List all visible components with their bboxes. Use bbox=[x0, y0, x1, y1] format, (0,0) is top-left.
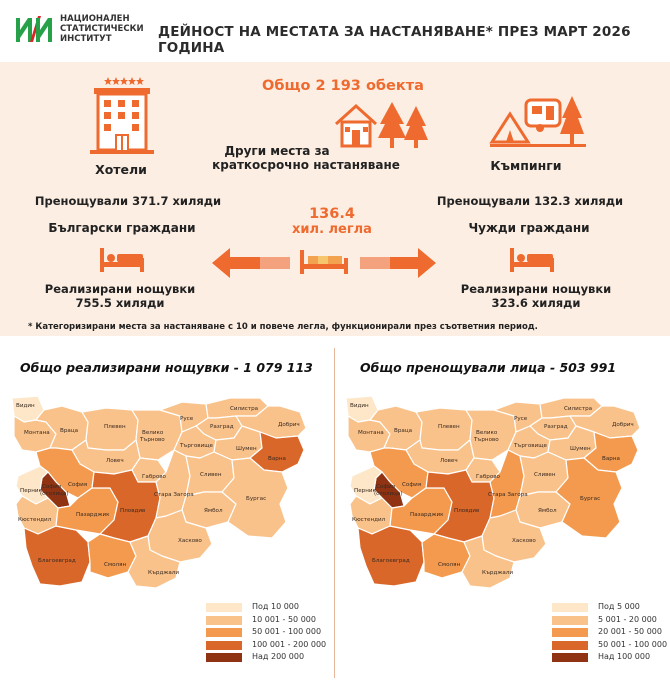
legend-swatch bbox=[206, 616, 242, 625]
label-lovech: Ловеч bbox=[440, 458, 458, 464]
label-kardzhali: Кърджали bbox=[482, 570, 514, 576]
beds-value: 136.4 bbox=[309, 206, 355, 222]
campings-overnight: Пренощували 132.3 хиляди bbox=[436, 194, 624, 208]
label-vidin: Видин bbox=[350, 403, 369, 409]
label-silistra: Силистра bbox=[564, 406, 593, 412]
arrow-left-icon bbox=[212, 246, 290, 280]
legend-swatch bbox=[552, 628, 588, 637]
region-blagoevgrad bbox=[358, 526, 424, 586]
label-pernik: Перник bbox=[354, 488, 376, 494]
label-sofia: София bbox=[68, 482, 88, 488]
camping-icon bbox=[488, 92, 588, 150]
legend-swatch bbox=[206, 628, 242, 637]
label-pleven: Плевен bbox=[438, 424, 460, 430]
other-places-label-1: Други места за bbox=[224, 144, 330, 158]
label-razgrad: Разград bbox=[210, 424, 234, 430]
label-smolyan: Смолян bbox=[438, 562, 461, 568]
label-sofia: София bbox=[402, 482, 422, 488]
map-persons bbox=[344, 392, 644, 597]
foreign-nights-value: 323.6 хиляди bbox=[491, 296, 581, 310]
label-targovishte: Търговище bbox=[514, 443, 547, 449]
label-shumen: Шумен bbox=[570, 446, 591, 452]
label-kyustendil: Кюстендил bbox=[352, 517, 386, 523]
region-blagoevgrad bbox=[24, 526, 90, 586]
label-burgas: Бургас bbox=[580, 496, 601, 502]
bed-icon-foreign bbox=[508, 244, 556, 274]
label-ruse: Русе bbox=[514, 416, 528, 422]
label-sliven: Сливен bbox=[534, 472, 556, 478]
label-gabrovo: Габрово bbox=[476, 474, 500, 480]
page-title: ДЕЙНОСТ НА МЕСТАТА ЗА НАСТАНЯВАНЕ* ПРЕЗ МАРТ 2026 ГОДИНА bbox=[158, 24, 631, 56]
bulgarian-nights-value: 755.5 хиляди bbox=[75, 296, 165, 310]
label-vidin: Видин bbox=[16, 403, 35, 409]
label-vt-1: Велико bbox=[142, 430, 164, 436]
label-gabrovo: Габрово bbox=[142, 474, 166, 480]
map-nights bbox=[10, 392, 310, 597]
label-pernik: Перник bbox=[20, 488, 42, 494]
bulgarian-nights-label: Реализирани нощувки bbox=[44, 282, 196, 296]
label-sofia-city-2: (столица) bbox=[374, 491, 403, 497]
map-right-title: Общо пренощували лица - 503 991 bbox=[360, 360, 617, 375]
vertical-divider bbox=[334, 348, 335, 678]
legend-swatch bbox=[552, 653, 588, 662]
nsi-logo-icon bbox=[14, 12, 54, 46]
label-haskovo: Хасково bbox=[178, 538, 202, 544]
label-blagoevgrad: Благоевград bbox=[372, 558, 410, 564]
label-dobrich: Добрич bbox=[278, 422, 300, 428]
label-stara-zagora: Стара Загора bbox=[488, 492, 528, 498]
hotel-icon bbox=[86, 74, 158, 156]
header bbox=[0, 0, 670, 62]
legend-swatch bbox=[206, 603, 242, 612]
label-montana: Монтана bbox=[358, 430, 384, 436]
bed-icon-center bbox=[298, 246, 350, 276]
institute-name: НАЦИОНАЛЕН СТАТИСТИЧЕСКИ ИНСТИТУТ bbox=[60, 14, 144, 44]
label-sliven: Сливен bbox=[200, 472, 222, 478]
label-burgas: Бургас bbox=[246, 496, 267, 502]
label-pazardzhik: Пазарджик bbox=[410, 512, 444, 518]
label-vt-2: Търново bbox=[140, 437, 165, 443]
legend-swatch bbox=[206, 641, 242, 650]
hotels-label: Хотели bbox=[95, 162, 147, 177]
arrow-right-icon bbox=[360, 246, 436, 280]
label-montana: Монтана bbox=[24, 430, 50, 436]
label-yambol: Ямбол bbox=[538, 508, 557, 514]
label-targovishte: Търговище bbox=[180, 443, 213, 449]
label-plovdiv: Пловдив bbox=[120, 508, 146, 514]
label-lovech: Ловеч bbox=[106, 458, 124, 464]
label-smolyan: Смолян bbox=[104, 562, 127, 568]
footnote: * Категоризирани места за настаняване с 10 и повече легла, функционирали през съответния период. bbox=[28, 322, 538, 332]
legend-swatch bbox=[552, 641, 588, 650]
legend-swatch bbox=[206, 653, 242, 662]
legend-swatch bbox=[552, 616, 588, 625]
hotels-overnight: Пренощували 371.7 хиляди bbox=[34, 194, 222, 208]
label-dobrich: Добрич bbox=[612, 422, 634, 428]
label-shumen: Шумен bbox=[236, 446, 257, 452]
label-pleven: Плевен bbox=[104, 424, 126, 430]
beds-unit: хил. легла bbox=[292, 222, 372, 237]
label-blagoevgrad: Благоевград bbox=[38, 558, 76, 564]
label-plovdiv: Пловдив bbox=[454, 508, 480, 514]
legend-swatch bbox=[552, 603, 588, 612]
label-sofia-city-1: София bbox=[376, 484, 396, 490]
label-vt-2: Търново bbox=[474, 437, 499, 443]
label-kardzhali: Кърджали bbox=[148, 570, 180, 576]
label-pazardzhik: Пазарджик bbox=[76, 512, 110, 518]
label-sofia-city-1: София bbox=[42, 484, 62, 490]
label-stara-zagora: Стара Загора bbox=[154, 492, 194, 498]
label-sofia-city-2: (столица) bbox=[40, 491, 69, 497]
bed-icon-bulgarian bbox=[98, 244, 146, 274]
label-haskovo: Хасково bbox=[512, 538, 536, 544]
label-silistra: Силистра bbox=[230, 406, 259, 412]
label-razgrad: Разград bbox=[544, 424, 568, 430]
foreign-nights-label: Реализирани нощувки bbox=[460, 282, 612, 296]
label-yambol: Ямбол bbox=[204, 508, 223, 514]
house-trees-icon bbox=[334, 100, 430, 150]
label-varna: Варна bbox=[268, 456, 286, 462]
label-vt-1: Велико bbox=[476, 430, 498, 436]
label-vratsa: Враца bbox=[60, 428, 79, 434]
label-vratsa: Враца bbox=[394, 428, 413, 434]
map-left-title: Общо реализирани нощувки - 1 079 113 bbox=[20, 360, 313, 375]
total-objects: Общо 2 193 обекта bbox=[262, 78, 424, 94]
campings-label: Къмпинги bbox=[490, 158, 562, 173]
label-kyustendil: Кюстендил bbox=[18, 517, 52, 523]
other-places-label-2: краткосрочно настаняване bbox=[212, 158, 400, 172]
label-ruse: Русе bbox=[180, 416, 194, 422]
label-varna: Варна bbox=[602, 456, 620, 462]
bulgarian-citizens-label: Български граждани bbox=[48, 221, 196, 235]
foreign-citizens-label: Чужди граждани bbox=[468, 221, 590, 235]
